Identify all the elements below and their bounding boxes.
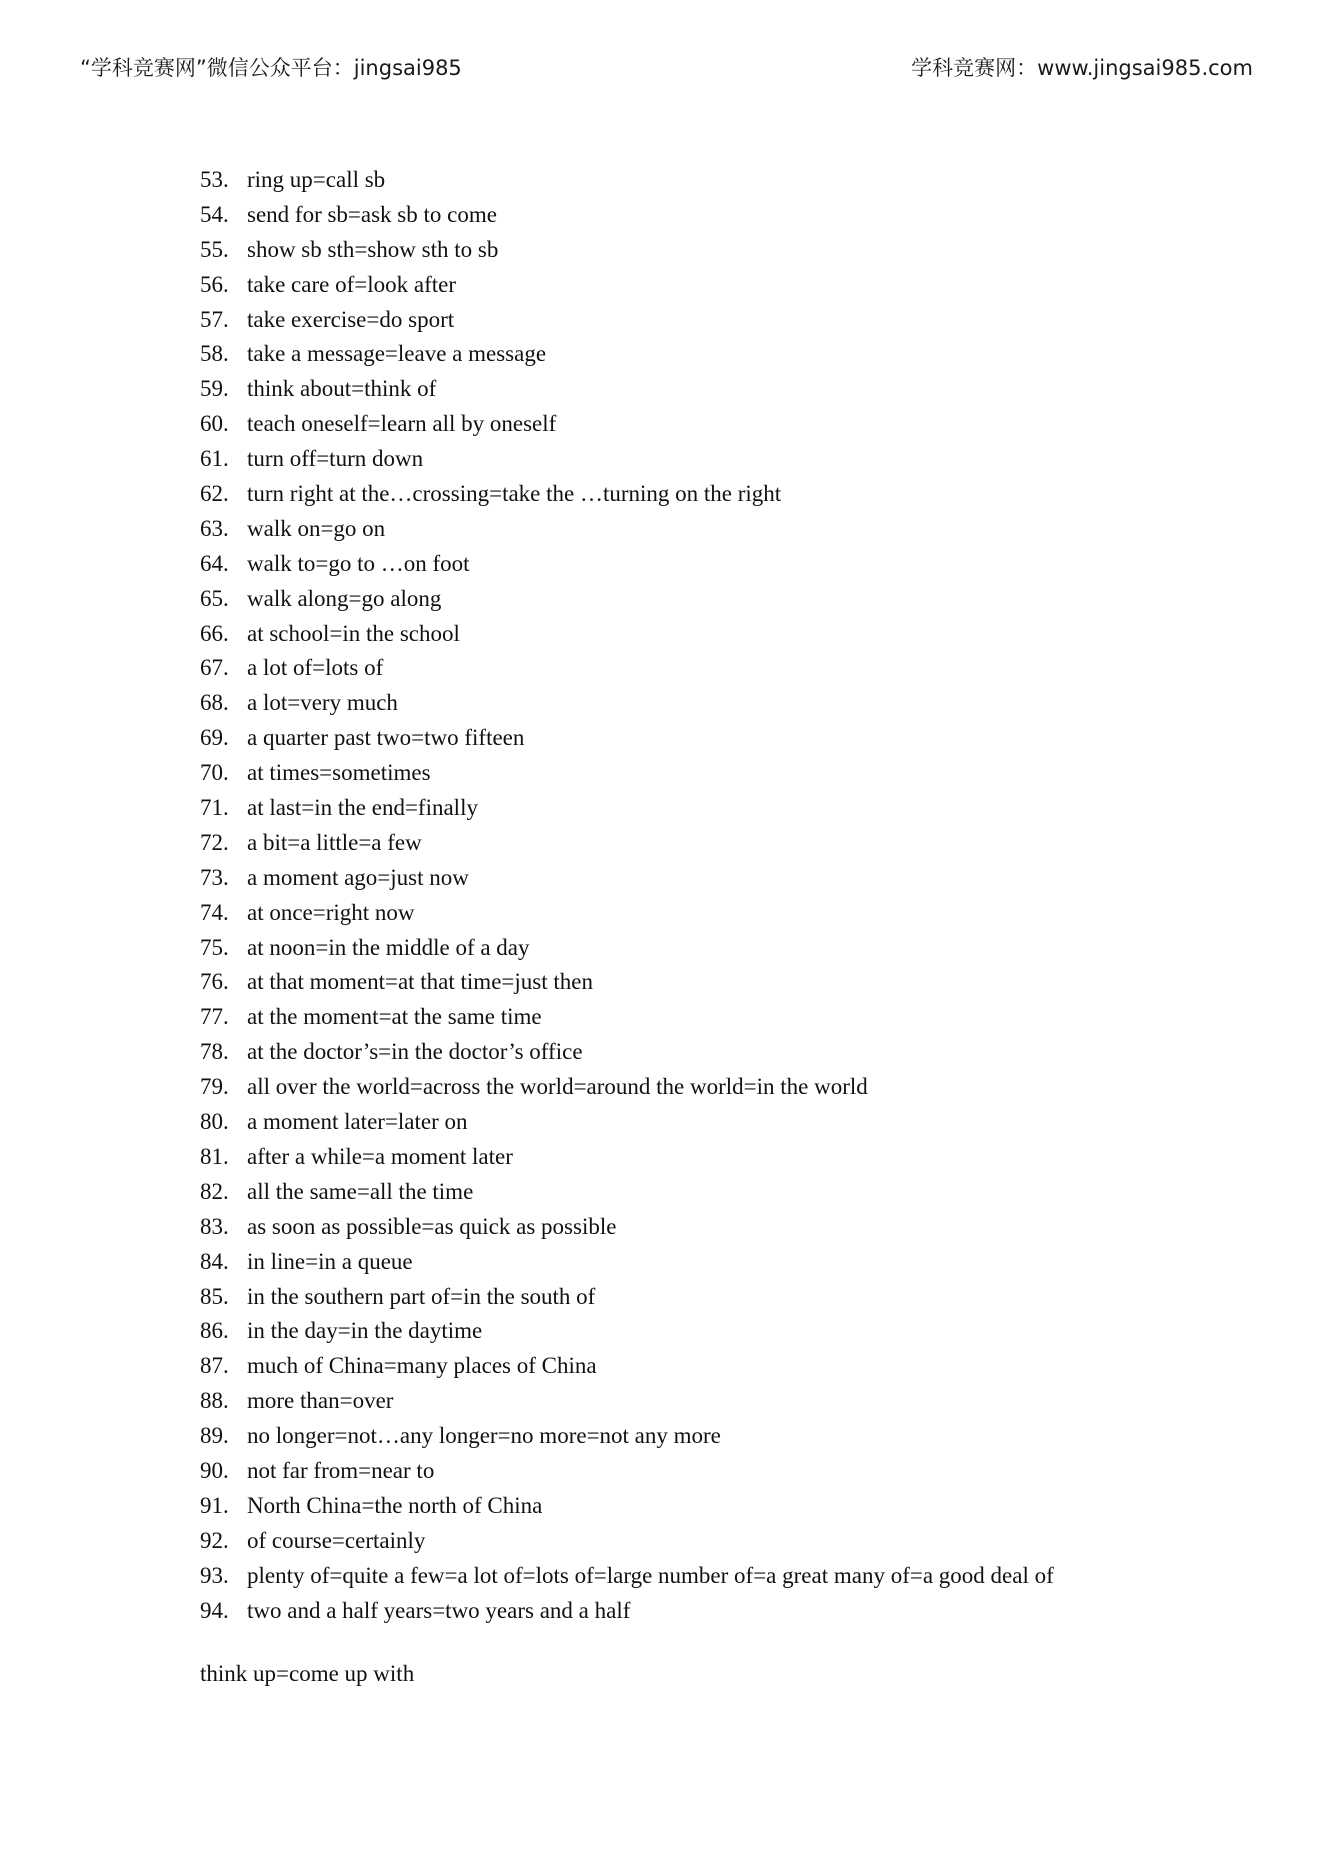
item-number: 78.	[200, 1039, 229, 1065]
item-number: 59.	[200, 376, 229, 402]
item-text: a moment ago=just now	[247, 864, 469, 890]
item-text: of course=certainly	[247, 1527, 426, 1553]
list-item	[200, 1280, 1054, 1315]
item-number: 82.	[200, 1178, 229, 1204]
list-item	[200, 1524, 1054, 1559]
item-number: 67.	[200, 655, 229, 681]
item-text: a moment later=later on	[247, 1109, 468, 1135]
list-item	[200, 1594, 1054, 1629]
item-text: teach oneself=learn all by oneself	[247, 411, 557, 437]
item-text: take a message=leave a message	[247, 341, 547, 367]
list-item	[200, 791, 1054, 826]
item-number: 87.	[200, 1353, 229, 1379]
list-item	[200, 1245, 1054, 1280]
list-item	[200, 303, 1054, 338]
list-item	[200, 1349, 1054, 1384]
item-text: a lot=very much	[247, 690, 398, 716]
item-number: 89.	[200, 1423, 229, 1449]
item-number: 63.	[200, 515, 229, 541]
item-number: 90.	[200, 1457, 229, 1483]
item-number: 55.	[200, 236, 229, 262]
item-number: 88.	[200, 1388, 229, 1414]
item-number: 56.	[200, 271, 229, 297]
list-item	[200, 1105, 1054, 1140]
page-header	[80, 52, 1253, 82]
item-number: 83.	[200, 1213, 229, 1239]
item-text: ring up=call sb	[247, 167, 386, 192]
item-text: all over the world=across the world=around the world=in the world	[247, 1074, 868, 1100]
list-item	[200, 1140, 1054, 1175]
list-item	[200, 1070, 1054, 1105]
list-item	[200, 407, 1054, 442]
item-number: 69.	[200, 725, 229, 751]
list-item	[200, 582, 1054, 617]
item-text: turn right at the…crossing=take the …turning on the right	[247, 481, 782, 507]
list-item	[200, 896, 1054, 931]
item-number: 74.	[200, 899, 229, 925]
list-item	[200, 372, 1054, 407]
item-number: 71.	[200, 795, 229, 821]
item-number: 53.	[200, 167, 229, 192]
item-text: North China=the north of China	[247, 1492, 543, 1518]
item-number: 85.	[200, 1283, 229, 1309]
list-item	[200, 1210, 1054, 1245]
item-text: not far from=near to	[247, 1457, 435, 1483]
item-text: in the southern part of=in the south of	[247, 1283, 596, 1309]
header-wechat-text: “学科竞赛网”微信公众平台：jingsai985	[80, 56, 462, 80]
item-text: all the same=all the time	[247, 1178, 474, 1204]
list-item	[200, 337, 1054, 372]
list-item	[200, 268, 1054, 303]
item-text: much of China=many places of China	[247, 1353, 597, 1379]
list-item	[200, 233, 1054, 268]
item-text: in line=in a queue	[247, 1248, 413, 1274]
item-text: a lot of=lots of	[247, 655, 384, 681]
item-number: 62.	[200, 481, 229, 507]
item-text: walk on=go on	[247, 515, 386, 541]
item-number: 58.	[200, 341, 229, 367]
item-number: 66.	[200, 620, 229, 646]
item-text: at once=right now	[247, 899, 415, 925]
item-number: 86.	[200, 1318, 229, 1344]
item-number: 75.	[200, 934, 229, 960]
item-text: send for sb=ask sb to come	[247, 201, 497, 227]
list-item	[200, 965, 1054, 1000]
header-website-text: 学科竞赛网：www.jingsai985.com	[911, 56, 1253, 80]
item-text: more than=over	[247, 1388, 394, 1414]
item-number: 60.	[200, 411, 229, 437]
list-item	[200, 826, 1054, 861]
list-item	[200, 512, 1054, 547]
item-number: 65.	[200, 585, 229, 611]
item-text: walk to=go to …on foot	[247, 550, 470, 576]
list-item	[200, 1419, 1054, 1454]
item-text: at the moment=at the same time	[247, 1004, 542, 1030]
list-item	[200, 1559, 1054, 1594]
item-text: after a while=a moment later	[247, 1143, 513, 1169]
item-number: 54.	[200, 201, 229, 227]
list-item	[200, 163, 1054, 198]
item-text: a bit=a little=a few	[247, 829, 422, 855]
list-item	[200, 617, 1054, 652]
item-text: at noon=in the middle of a day	[247, 934, 530, 960]
item-number: 73.	[200, 864, 229, 890]
item-text: at school=in the school	[247, 620, 460, 646]
item-text: no longer=not…any longer=no more=not any more	[247, 1423, 721, 1449]
item-text: two and a half years=two years and a half	[247, 1597, 631, 1623]
list-item	[200, 442, 1054, 477]
item-number: 84.	[200, 1248, 229, 1274]
list-item	[200, 861, 1054, 896]
item-text: take care of=look after	[247, 271, 456, 297]
item-text: show sb sth=show sth to sb	[247, 236, 499, 262]
item-text: walk along=go along	[247, 585, 442, 611]
item-number: 92.	[200, 1527, 229, 1553]
item-number: 76.	[200, 969, 229, 995]
item-text: think about=think of	[247, 376, 437, 402]
item-number: 64.	[200, 550, 229, 576]
list-item	[200, 1489, 1054, 1524]
list-item	[200, 756, 1054, 791]
item-text: at times=sometimes	[247, 760, 431, 786]
item-number: 77.	[200, 1004, 229, 1030]
item-text: as soon as possible=as quick as possible	[247, 1213, 617, 1239]
item-number: 61.	[200, 446, 229, 472]
list-item	[200, 1000, 1054, 1035]
item-text: in the day=in the daytime	[247, 1318, 483, 1344]
item-text: turn off=turn down	[247, 446, 424, 472]
item-number: 57.	[200, 306, 229, 332]
list-item	[200, 198, 1054, 233]
item-number: 93.	[200, 1562, 229, 1588]
list-item	[200, 931, 1054, 966]
list-item	[200, 1035, 1054, 1070]
list-item	[200, 1454, 1054, 1489]
item-text: take exercise=do sport	[247, 306, 455, 332]
list-item	[200, 721, 1054, 756]
item-text: a quarter past two=two fifteen	[247, 725, 525, 751]
item-number: 72.	[200, 829, 229, 855]
item-number: 91.	[200, 1492, 229, 1518]
list-item	[200, 477, 1054, 512]
item-number: 68.	[200, 690, 229, 716]
list-item	[200, 686, 1054, 721]
item-text: plenty of=quite a few=a lot of=lots of=large number of=a great many of=a good deal of	[247, 1562, 1054, 1588]
phrase-list	[200, 163, 1054, 1628]
item-number: 70.	[200, 760, 229, 786]
item-number: 79.	[200, 1074, 229, 1100]
extra-phrase: think up=come up with	[200, 1661, 415, 1686]
list-item	[200, 1175, 1054, 1210]
list-item	[200, 547, 1054, 582]
list-item	[200, 1384, 1054, 1419]
list-item	[200, 1314, 1054, 1349]
item-number: 94.	[200, 1597, 229, 1623]
item-text: at the doctor’s=in the doctor’s office	[247, 1039, 583, 1065]
item-number: 81.	[200, 1143, 229, 1169]
item-number: 80.	[200, 1109, 229, 1135]
item-text: at that moment=at that time=just then	[247, 969, 593, 995]
item-text: at last=in the end=finally	[247, 795, 478, 821]
list-item	[200, 651, 1054, 686]
